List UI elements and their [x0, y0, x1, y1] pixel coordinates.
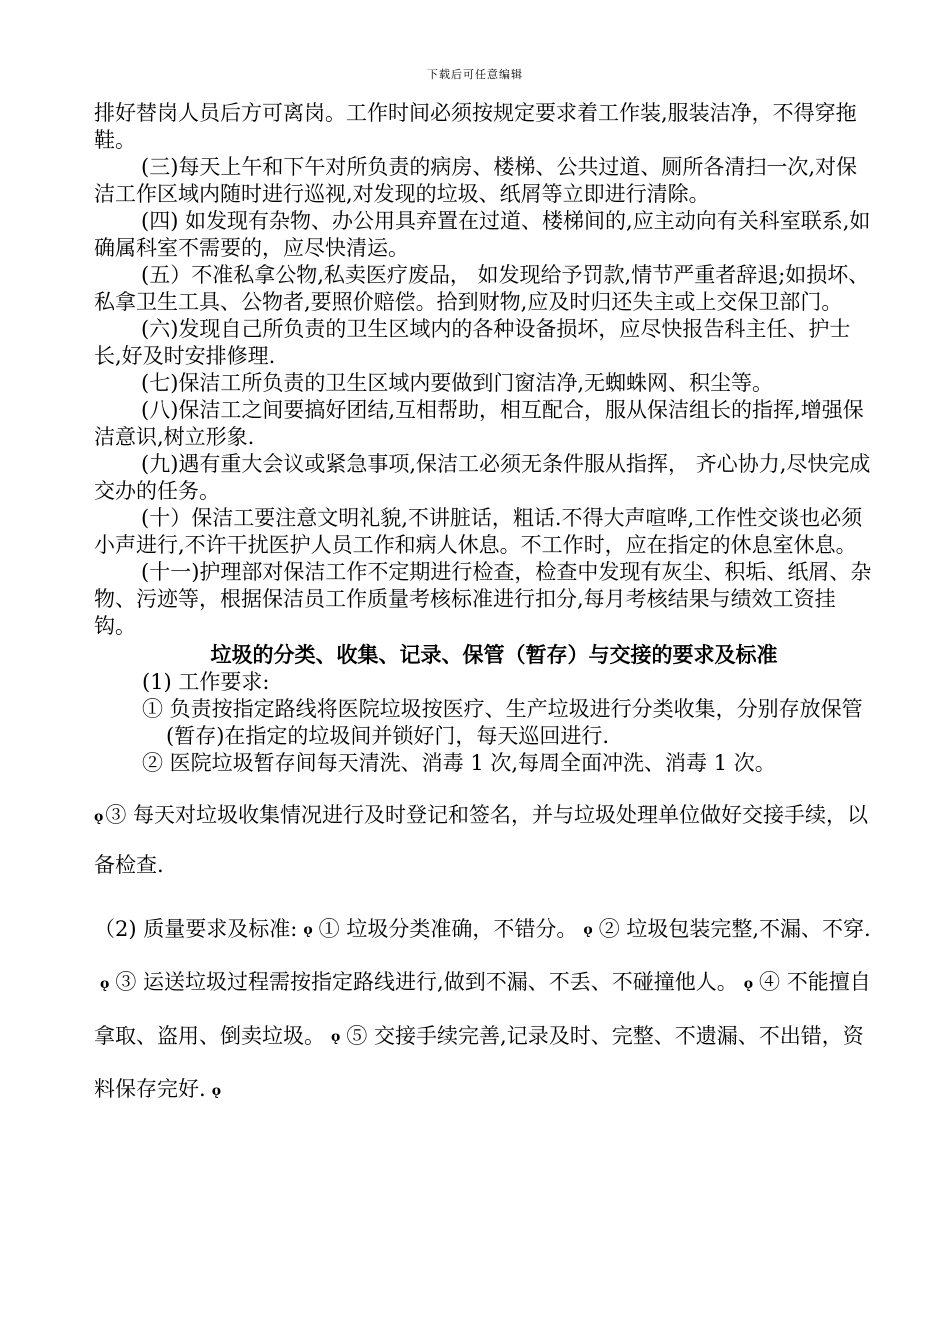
quality-item-2: ② 垃圾包装完整,不漏、不穿.: [598, 916, 871, 941]
paragraph-9: (九)遇有重大会议或紧急事项,保洁工必须无条件服从指挥， 齐心协力,尽快完成交办的任务。: [94, 452, 871, 503]
quality-item-3: ③ 运送垃圾过程需按指定路线进行,做到不漏、不丢、不碰撞他人。: [115, 970, 738, 994]
quality-item-1: ① 垃圾分类准确，不错分。: [318, 916, 578, 941]
quality-item-5: ⑤ 交接手续完善,记录及时、完整、不遗漏、不出错，资料保存完好.: [94, 1023, 864, 1101]
work-item-3-text: ③ 每天对垃圾收集情况进行及时登记和签名，并与垃圾处理单位做好交接手续，以备检查.: [94, 803, 869, 877]
work-requirements-label: (1) 工作要求:: [142, 670, 270, 694]
placeholder-mark-icon: ǫ: [100, 975, 110, 992]
work-item-3: [94, 791, 874, 889]
paragraph-3: (三)每天上午和下午对所负责的病房、楼梯、公共过道、厕所各清扫一次,对保洁工作区域内随时进行巡视,对发现的垃圾、纸屑等立即进行清除。: [94, 155, 858, 206]
document-body: [94, 100, 874, 1117]
quality-label: （2) 质量要求及标准:: [94, 916, 298, 941]
placeholder-mark-icon: ǫ: [583, 922, 593, 938]
paragraph-4: (四) 如发现有杂物、办公用具弃置在过道、楼梯间的,应主动向有关科室联系,如确属科室不需要的，应尽快清运。: [94, 209, 871, 260]
placeholder-mark-icon: ǫ: [743, 975, 754, 992]
placeholder-mark-icon: ǫ: [331, 1029, 341, 1045]
placeholder-mark-icon: ǫ: [303, 922, 313, 938]
page-header: 下载后可任意编辑: [427, 68, 523, 81]
paragraph-8: (八)保洁工之间要搞好团结,互相帮助，相互配合，服从保洁组长的指挥,增强保洁意识,树立形象.: [94, 398, 864, 449]
paragraph-10: (十）保洁工要注意文明礼貌,不讲脏话，粗话.不得大声喧哗,工作性交谈也必须小声进行,不许干扰医护人员工作和病人休息。不工作时，应在指定的休息室休息。: [94, 506, 863, 557]
section-title: 垃圾的分类、收集、记录、保管（暂存）与交接的要求及标准: [210, 642, 778, 667]
paragraph-7: (七)保洁工所负责的卫生区域内要做到门窗洁净,无蜘蛛网、积尘等。: [141, 371, 774, 395]
paragraph-11: (十一)护理部对保洁工作不定期进行检查，检查中发现有灰尘、积垢、纸屑、杂物、污迹等，根据保洁员工作质量考核标准进行扣分,每月考核结果与绩效工资挂钩。: [94, 560, 872, 638]
placeholder-mark-icon: ǫ: [211, 1082, 222, 1099]
quality-item-4: ④ 不能擅自拿取、盗用、倒卖垃圾。: [94, 970, 871, 1048]
quality-requirements: [94, 903, 874, 1117]
work-item-2: ② 医院垃圾暂存间每天清洗、消毒 1 次,每周全面冲洗、消毒 1 次。: [142, 751, 776, 775]
paragraph-6: (六)发现自己所负责的卫生区域内的各种设备损坏，应尽快报告科主任、护士长,好及时安排修理.: [94, 317, 851, 368]
work-item-1: ① 负责按指定路线将医院垃圾按医疗、生产垃圾进行分类收集，分别存放保管(暂存)在指定的垃圾间并锁好门，每天巡回进行.: [142, 697, 863, 748]
paragraph-5: (五）不准私拿公物,私卖医疗废品， 如发现给予罚款,情节严重者辞退;如损坏、私拿卫生工具、公物者,要照价赔偿。拾到财物,应及时归还失主或上交保卫部门。: [94, 263, 870, 314]
placeholder-mark-icon: ǫ: [94, 808, 104, 825]
paragraph-0: 排好替岗人员后方可离岗。工作时间必须按规定要求着工作装,服装洁净，不得穿拖鞋。: [94, 101, 857, 152]
